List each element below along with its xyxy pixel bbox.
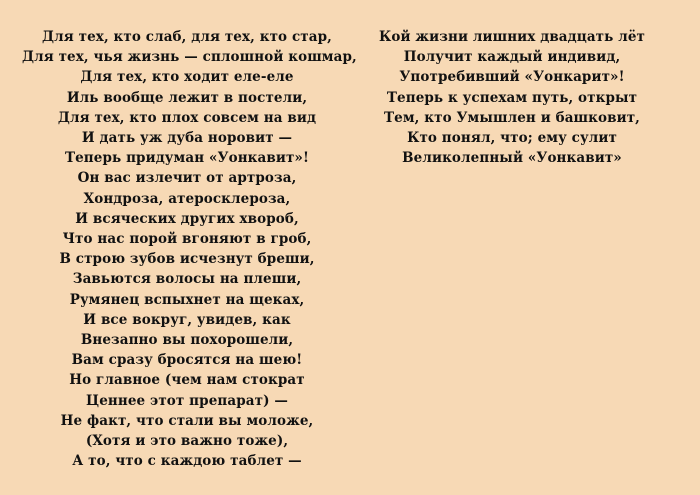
poem-line: А то, что с каждою таблет — xyxy=(72,453,302,470)
poem-line: И всяческих других хвороб, xyxy=(75,210,299,227)
poem-line: И дать уж дуба норовит — xyxy=(81,130,293,147)
poem-line: Для тех, кто ходит еле-еле xyxy=(80,69,294,86)
poem-line: И все вокруг, увидев, как xyxy=(83,311,291,328)
poem-line: Вам сразу бросятся на шею! xyxy=(71,352,303,369)
poem-line: Румянец вспыхнет на щеках, xyxy=(69,291,305,308)
poem-line: Хондроза, атеросклероза, xyxy=(83,190,291,207)
poem-line: Для тех, кто слаб, для тех, кто стар, xyxy=(42,29,332,45)
poem-line: Что нас порой вгоняют в гроб, xyxy=(62,231,312,248)
poem-line: Внезапно вы похорошели, xyxy=(80,332,294,349)
poem-line: Кто понял, что; ему сулит xyxy=(407,130,617,147)
poem-line: Ценнее этот препарат) — xyxy=(86,392,288,409)
poem-line: Получит каждый индивид, xyxy=(403,49,621,66)
poem-line: Тем, кто Умышлен и башковит, xyxy=(384,109,640,126)
poem-line: Теперь к успехам путь, открыт xyxy=(386,89,638,106)
poem-line: Для тех, чья жизнь — сплошной кошмар, xyxy=(22,49,357,66)
poem-line: (Хотя и это важно тоже), xyxy=(85,433,289,450)
poem-line: Кой жизни лишних двадцать лёт xyxy=(379,29,645,45)
poem-line: Он вас излечит от артроза, xyxy=(77,170,297,187)
poem-line: Употребивший «Уонкарит»! xyxy=(399,69,625,86)
poem-line: Не факт, что стали вы моложе, xyxy=(60,412,314,429)
poem-line: Теперь придуман «Уонкавит»! xyxy=(64,150,310,167)
poem-line: В строю зубов исчезнут бреши, xyxy=(59,251,315,268)
poem-line: Завьются волосы на плеши, xyxy=(72,271,302,288)
poem-right-column xyxy=(362,27,662,168)
poem-left-column xyxy=(22,27,357,471)
poem-line: Для тех, кто плох совсем на вид xyxy=(57,109,317,126)
poem-line: Но главное (чем нам стократ xyxy=(69,372,305,389)
poem-line: Иль вообще лежит в постели, xyxy=(66,89,308,106)
poem-line: Великолепный «Уонкавит» xyxy=(402,150,622,167)
